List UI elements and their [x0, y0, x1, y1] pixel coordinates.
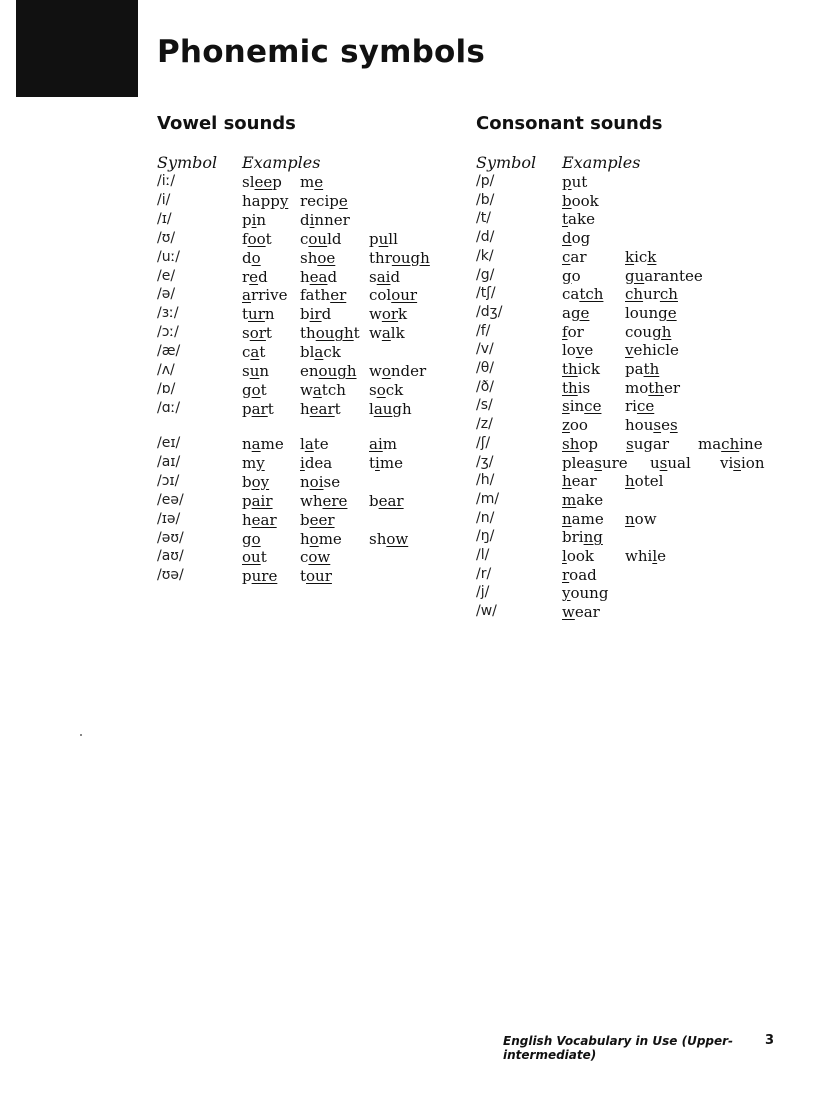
example-word: houses	[625, 416, 678, 435]
stray-mark	[80, 734, 82, 736]
example-word: sort	[242, 324, 272, 343]
example-word: could	[300, 229, 342, 248]
example-word: thought	[300, 324, 360, 343]
example-word: now	[625, 509, 657, 528]
example-word: sleep	[242, 173, 282, 191]
phonemic-symbol: /ɑː/	[157, 399, 181, 416]
vowel-symbol-header: Symbol	[157, 153, 218, 172]
example-word: hotel	[625, 472, 664, 491]
example-word: arrive	[242, 286, 288, 305]
phonemic-symbol: /t/	[476, 210, 491, 227]
example-word: do	[242, 248, 261, 267]
example-word: machine	[698, 434, 763, 453]
example-word: out	[242, 548, 267, 567]
example-word: red	[242, 267, 268, 286]
phonemic-symbol: /ʃ/	[476, 434, 491, 451]
example-word: beer	[300, 510, 335, 529]
example-word: boy	[242, 472, 270, 491]
example-word: church	[625, 285, 678, 304]
example-word: since	[562, 397, 602, 416]
example-word: name	[562, 509, 604, 528]
example-word: young	[562, 584, 609, 603]
example-word: bring	[562, 528, 603, 547]
example-word: guarantee	[625, 266, 703, 285]
example-word: head	[300, 267, 338, 286]
consonant-examples-header: Examples	[562, 153, 641, 172]
phonemic-symbol: /z/	[476, 416, 493, 433]
example-word: bird	[300, 305, 332, 324]
example-word: this	[562, 378, 591, 397]
table-row	[476, 528, 820, 547]
example-word: zoo	[562, 416, 588, 435]
example-word: heart	[300, 399, 341, 418]
example-word: go	[562, 266, 581, 285]
example-word: dog	[562, 229, 591, 248]
phonemic-symbol: /ɔɪ/	[157, 472, 180, 489]
phonemic-symbol: /eə/	[157, 491, 184, 508]
vowel-examples-header: Examples	[242, 153, 321, 172]
phonemic-symbol: /d/	[476, 229, 495, 246]
example-word: sock	[369, 380, 404, 399]
example-word: shoe	[300, 248, 336, 267]
example-word: sugar	[626, 434, 670, 453]
phonemic-symbol: /æ/	[157, 343, 181, 360]
phonemic-symbol: /ŋ/	[476, 528, 495, 545]
example-word: catch	[562, 285, 604, 304]
table-row	[476, 435, 820, 454]
table-row	[476, 285, 820, 304]
example-word: watch	[300, 380, 346, 399]
phonemic-symbol: /k/	[476, 247, 494, 264]
example-word: make	[562, 490, 604, 509]
phonemic-symbol: /θ/	[476, 360, 494, 376]
phonemic-symbol: /ɔː/	[157, 324, 179, 341]
example-word: car	[562, 247, 587, 266]
phonemic-symbol: /v/	[476, 341, 494, 358]
example-word: road	[562, 565, 597, 584]
example-word: cough	[625, 322, 672, 341]
phonemic-symbol: /m/	[476, 490, 500, 507]
example-word: enough	[300, 362, 357, 380]
table-row	[476, 547, 820, 566]
phonemic-symbol: /w/	[476, 603, 497, 620]
example-word: pair	[242, 491, 273, 510]
table-row	[476, 603, 820, 622]
example-word: foot	[242, 229, 272, 248]
phonemic-symbol: /ʊə/	[157, 567, 184, 584]
phonemic-symbol: /s/	[476, 397, 493, 414]
example-word: while	[625, 547, 667, 565]
example-word: go	[242, 529, 261, 548]
phonemic-symbol: /aɪ/	[157, 453, 181, 470]
phonemic-symbol: /p/	[476, 173, 495, 189]
phonemic-symbol: /tʃ/	[476, 285, 496, 302]
phonemic-symbol: /n/	[476, 509, 495, 526]
example-word: bear	[369, 491, 404, 510]
example-word: usual	[650, 453, 691, 472]
example-word: hear	[562, 472, 597, 491]
example-word: shop	[562, 434, 598, 453]
example-word: late	[300, 435, 329, 453]
example-word: laugh	[369, 399, 412, 418]
phonemic-symbol: /ə/	[157, 286, 176, 303]
phonemic-symbol: /eɪ/	[157, 435, 181, 451]
example-word: part	[242, 399, 274, 418]
phonemic-symbol: /ʌ/	[157, 362, 175, 378]
example-word: pure	[242, 567, 278, 586]
table-row	[476, 397, 820, 416]
example-word: path	[625, 360, 660, 378]
phonemic-symbol: /ʒ/	[476, 453, 494, 470]
phonemic-symbol: /g/	[476, 266, 495, 283]
table-row	[476, 210, 820, 229]
phonemic-symbol: /dʒ/	[476, 303, 503, 320]
table-row	[476, 248, 820, 267]
example-word: noise	[300, 472, 341, 491]
phonemic-symbol: /ð/	[476, 378, 494, 395]
example-word: rice	[625, 397, 655, 416]
example-word: cat	[242, 343, 266, 362]
phonemic-symbol: /h/	[476, 472, 495, 489]
page-title: Phonemic symbols	[157, 34, 486, 70]
example-word: hear	[242, 510, 277, 529]
example-word: wonder	[369, 362, 427, 380]
example-word: home	[300, 529, 342, 548]
corner-block	[16, 0, 138, 97]
example-word: colour	[369, 286, 418, 305]
example-word: walk	[369, 324, 405, 343]
example-word: father	[300, 286, 347, 305]
table-row	[476, 173, 820, 192]
example-word: for	[562, 322, 584, 341]
example-word: name	[242, 435, 284, 453]
example-word: dinner	[300, 210, 350, 229]
phonemic-symbol: /l/	[476, 547, 490, 563]
phonemic-symbol: /ʊ/	[157, 229, 176, 246]
table-row	[476, 454, 820, 473]
phonemic-symbol: /j/	[476, 584, 490, 601]
example-word: aim	[369, 435, 397, 453]
page-number: 3	[765, 1033, 775, 1048]
example-word: vision	[720, 453, 765, 472]
example-word: got	[242, 380, 267, 399]
table-row	[476, 510, 820, 529]
example-word: tour	[300, 567, 332, 586]
table-row	[476, 584, 820, 603]
phonemic-symbol: /e/	[157, 267, 176, 284]
example-word: me	[300, 173, 324, 191]
book-title: English Vocabulary in Use (Upper-intermediate)	[503, 1034, 734, 1062]
example-word: thick	[562, 360, 600, 378]
table-row	[476, 192, 820, 211]
phonemic-symbol: /b/	[476, 191, 495, 208]
example-word: turn	[242, 305, 275, 324]
phonemic-symbol: /i/	[157, 191, 171, 208]
example-word: take	[562, 210, 595, 229]
example-word: kick	[625, 247, 657, 266]
phonemic-symbol: /uː/	[157, 248, 181, 265]
table-row	[476, 379, 820, 398]
phonemic-symbol: /ɪə/	[157, 510, 181, 527]
example-word: mother	[625, 378, 681, 397]
vowel-sounds-heading: Vowel sounds	[157, 113, 296, 134]
example-word: put	[562, 173, 588, 191]
table-row	[476, 566, 820, 585]
phonemic-symbol: /ɒ/	[157, 380, 176, 397]
example-word: wear	[562, 603, 600, 622]
phonemic-symbol: /iː/	[157, 173, 176, 189]
example-word: through	[369, 248, 430, 267]
example-word: lounge	[625, 303, 677, 322]
example-word: look	[562, 547, 594, 565]
example-word: my	[242, 453, 265, 472]
table-row	[476, 416, 820, 435]
example-word: sun	[242, 362, 270, 380]
example-word: age	[562, 303, 590, 322]
example-word: happy	[242, 191, 289, 210]
phonemic-symbol: /f/	[476, 322, 491, 339]
example-word: love	[562, 341, 594, 360]
example-word: said	[369, 267, 401, 286]
table-row	[476, 323, 820, 342]
table-row	[476, 360, 820, 379]
table-row	[476, 472, 820, 491]
phonemic-symbol: /r/	[476, 565, 492, 582]
table-row	[476, 304, 820, 323]
example-word: black	[300, 343, 341, 362]
phonemic-symbol: /aʊ/	[157, 548, 184, 565]
consonant-symbol-header: Symbol	[476, 153, 537, 172]
table-row	[476, 341, 820, 360]
example-word: where	[300, 491, 348, 510]
phonemic-symbol: /ɜː/	[157, 305, 179, 322]
example-word: recipe	[300, 191, 348, 210]
example-word: idea	[300, 453, 333, 472]
table-row	[476, 267, 820, 286]
phonemic-symbol: /əʊ/	[157, 529, 184, 546]
example-word: work	[369, 305, 408, 324]
example-word: pleasure	[562, 453, 628, 472]
table-row	[476, 491, 820, 510]
consonant-sounds-heading: Consonant sounds	[476, 113, 663, 134]
example-word: pull	[369, 229, 398, 248]
example-word: vehicle	[625, 341, 679, 360]
example-word: pin	[242, 210, 267, 229]
example-word: cow	[300, 548, 331, 567]
example-word: show	[369, 529, 409, 548]
example-word: book	[562, 191, 599, 210]
example-word: time	[369, 453, 403, 472]
phonemic-symbol: /ɪ/	[157, 210, 172, 227]
table-row	[476, 229, 820, 248]
